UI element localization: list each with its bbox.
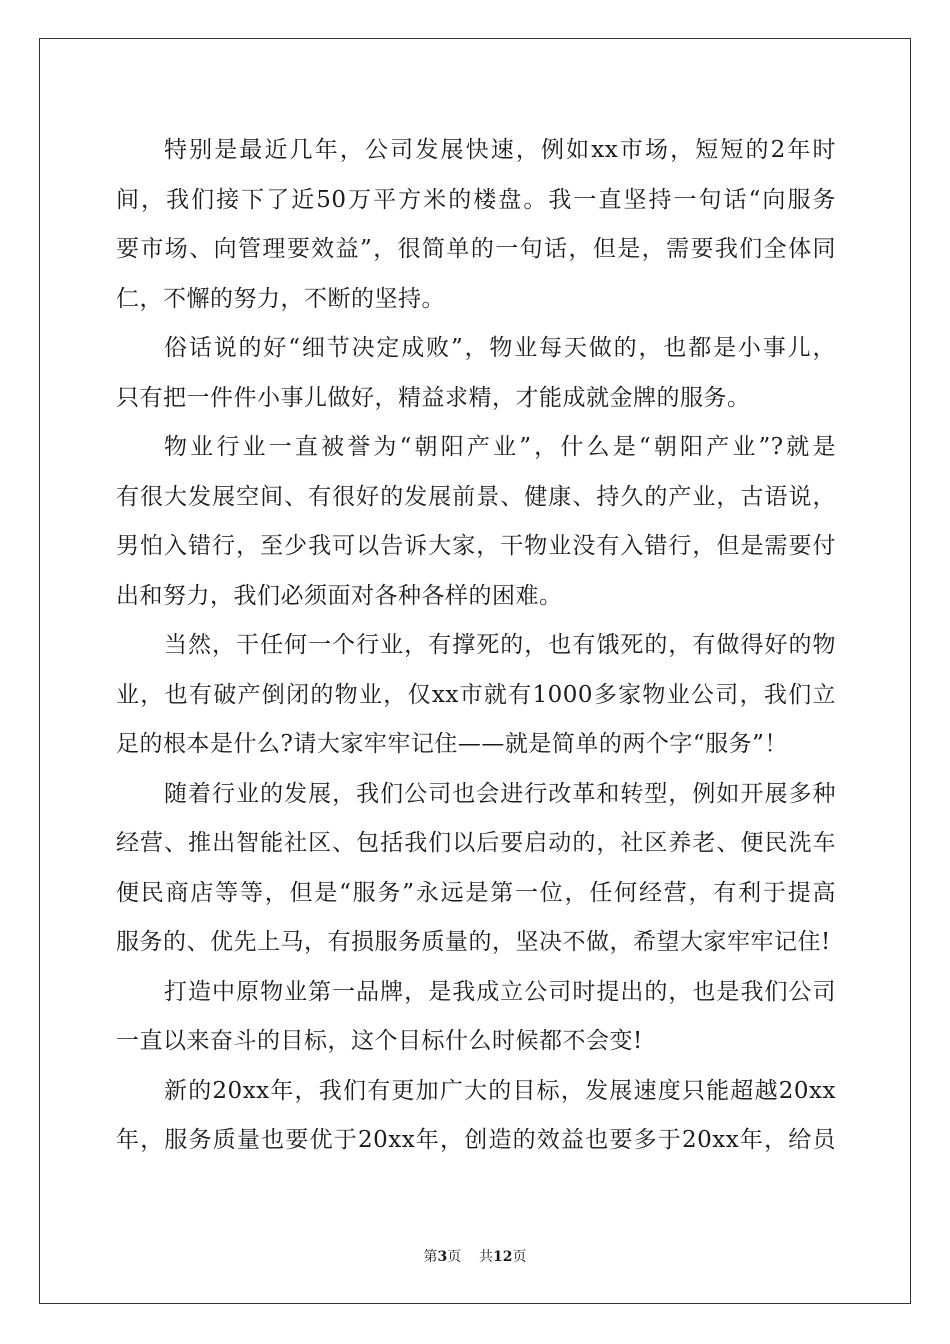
paragraph-line: 特别是最近几年，公司发展快速，例如xx市场，短短的2年时: [164, 137, 836, 163]
document-body: [116, 126, 836, 1166]
paragraph-line: 有很大发展空间、有很好的发展前景、健康、持久的产业，古语说，: [116, 483, 836, 510]
paragraph-line: 要市场、向管理要效益”，很简单的一句话，但是，需要我们全体同: [116, 236, 836, 262]
paragraph-line: 新的20xx年，我们有更加广大的目标，发展速度只能超越20xx: [164, 1077, 836, 1104]
page-number-suffix: 页: [447, 1249, 462, 1265]
paragraph-line: 服务的、优先上马，有损服务质量的，坚决不做，希望大家牢牢记住!: [116, 929, 831, 955]
page-footer: [0, 1246, 950, 1266]
paragraph-line: 经营、推出智能社区、包括我们以后要启动的，社区养老、便民洗车: [116, 830, 836, 856]
paragraph-line: 男怕入错行，至少我可以告诉大家，干物业没有入错行，但是需要付: [116, 533, 836, 559]
paragraph-line: 物业行业一直被誉为“朝阳产业”，什么是“朝阳产业”?就是: [164, 434, 836, 460]
total-pages-suffix: 页: [512, 1249, 527, 1265]
paragraph-line: 当然，干任何一个行业，有撑死的，也有饿死的，有做得好的物: [164, 632, 836, 658]
paragraph-line: 只有把一件件小事儿做好，精益求精，才能成就金牌的服务。: [116, 384, 751, 411]
paragraph-line: 随着行业的发展，我们公司也会进行改革和转型，例如开展多种: [164, 780, 836, 807]
paragraph-line: 年，服务质量也要优于20xx年，创造的效益也要多于20xx年，给员: [116, 1127, 836, 1153]
paragraph-line: 足的根本是什么?请大家牢牢记住——就是简单的两个字“服务”！: [116, 731, 788, 757]
page-number-prefix: 第: [423, 1249, 438, 1265]
paragraph-line: 俗话说的好“细节决定成败”，物业每天做的，也都是小事儿，: [164, 335, 836, 361]
current-page-number: 3: [437, 1249, 448, 1265]
paragraph-line: 一直以来奋斗的目标，这个目标什么时候都不会变!: [116, 1028, 643, 1054]
total-page-count: 12: [493, 1249, 513, 1265]
paragraph-line: 间，我们接下了近50万平方米的楼盘。我一直坚持一句话“向服务: [116, 186, 836, 213]
paragraph-line: 便民商店等等，但是“服务”永远是第一位，任何经营，有利于提高: [116, 879, 836, 906]
total-pages-prefix: 共: [479, 1249, 494, 1265]
paragraph-line: 出和努力，我们必须面对各种各样的困难。: [116, 582, 563, 609]
paragraph-line: 业，也有破产倒闭的物业，仅xx市就有1000多家物业公司，我们立: [116, 681, 836, 708]
paragraph-line: 仁，不懈的努力，不断的坚持。: [116, 285, 445, 312]
paragraph-line: 打造中原物业第一品牌，是我成立公司时提出的，也是我们公司: [164, 978, 836, 1005]
